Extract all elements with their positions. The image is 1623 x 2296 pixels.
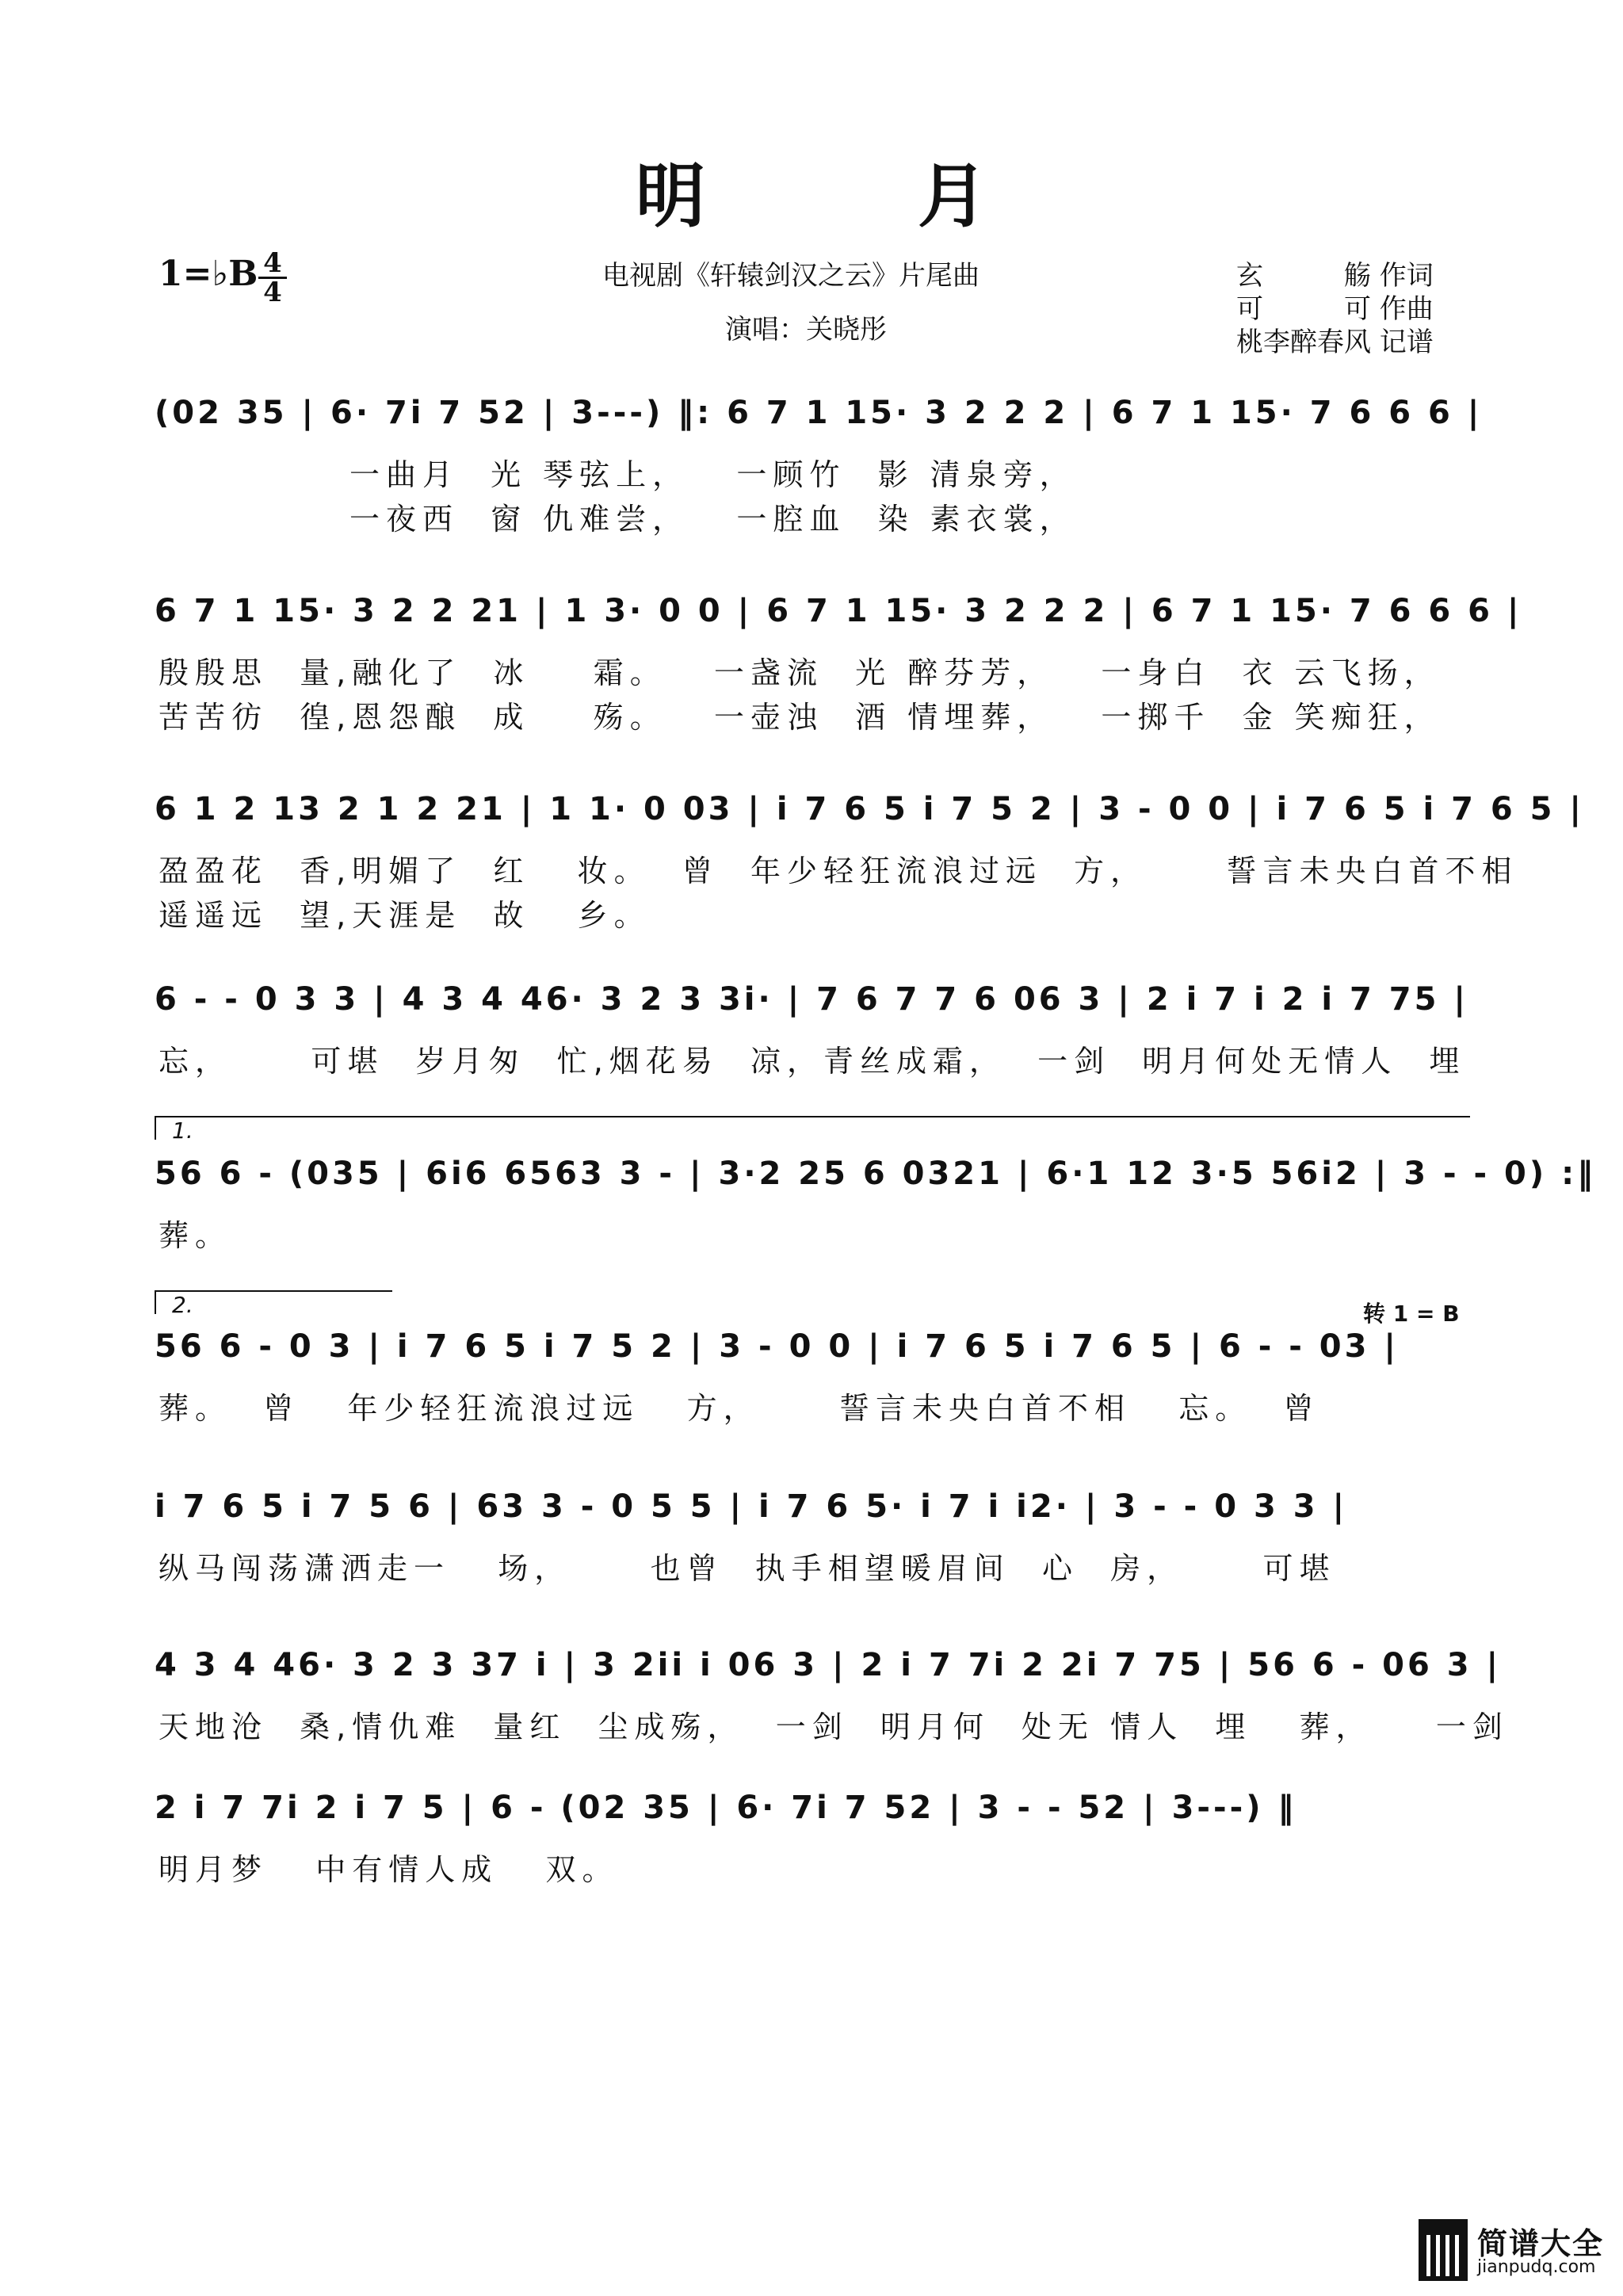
piano-keys-icon bbox=[1419, 2219, 1468, 2281]
notation-row-8: 4 3 4 46· 3 2 3 37 i | 3 2ii i 06 3 | 2 i 7 7i 2 2i 7 75 | 56 6 - 06 3 | bbox=[155, 1647, 1502, 1683]
lyric-row-4: 忘， 可堪 岁月匆 忙,烟花易 凉，青丝成霜， 一剑 明月何处无情人 埋 bbox=[158, 1044, 1466, 1079]
lyric-row-1a: 一曲月 光 琴弦上， 一顾竹 影 清泉旁， bbox=[158, 457, 1076, 492]
meter-bottom: 4 bbox=[263, 277, 282, 308]
lyric-row-9: 明月梦 中有情人成 双。 bbox=[158, 1852, 619, 1887]
time-signature bbox=[258, 247, 287, 308]
lyric-row-2a: 殷殷思 量,融化了 冰 霜。 一盏流 光 醉芬芳， 一身白 衣 云飞扬， bbox=[158, 655, 1441, 690]
lyric-row-5: 葬。 bbox=[158, 1218, 232, 1253]
page-title: 明 月 bbox=[635, 155, 1059, 237]
watermark-url: jianpudq.com bbox=[1477, 2257, 1596, 2277]
notation-row-3: 6 1 2 13 2 1 2 21 | 1 1· 0 03 | i 7 6 5 i 7 5 2 | 3 - 0 0 | i 7 6 5 i 7 6 5 | bbox=[155, 791, 1584, 827]
lyric-row-1b: 一夜西 窗 仇难尝， 一腔血 染 素衣裳， bbox=[158, 502, 1076, 537]
singer-credit: 演唱：关晓彤 bbox=[725, 314, 887, 346]
notation-row-2: 6 7 1 15· 3 2 2 21 | 1 3· 0 0 | 6 7 1 15· 3 2 2 2 | 6 7 1 15· 7 6 6 6 | bbox=[155, 593, 1522, 629]
key-signature: 1=♭B bbox=[158, 254, 258, 294]
transcriber-credit: 桃李醉春风 记谱 bbox=[1236, 327, 1434, 358]
notation-row-7: i 7 6 5 i 7 5 6 | 63 3 - 0 5 5 | i 7 6 5· i 7 i i2· | 3 - - 0 3 3 | bbox=[155, 1488, 1348, 1525]
lyric-row-7: 纵马闯荡潇洒走一 场， 也曾 执手相望暖眉间 心 房， 可堪 bbox=[158, 1551, 1336, 1586]
notation-row-9: 2 i 7 7i 2 i 7 5 | 6 - (02 35 | 6· 7i 7 52 | 3 - - 52 | 3---) ‖ bbox=[155, 1790, 1297, 1826]
second-ending-bracket: 2. bbox=[155, 1290, 392, 1314]
composer-credit: 可 可 作曲 bbox=[1236, 293, 1434, 325]
key-change: 转 1 = B bbox=[1363, 1301, 1460, 1327]
notation-row-5: 56 6 - (035 | 6i6 6563 3 - | 3·2 25 6 0321 | 6·1 12 3·5 56i2 | 3 - - 0) :‖ bbox=[155, 1156, 1597, 1192]
site-watermark bbox=[1419, 2219, 1609, 2283]
notation-row-4: 6 - - 0 3 3 | 4 3 4 46· 3 2 3 3i· | 7 6 7 7 6 06 3 | 2 i 7 i 2 i 7 75 | bbox=[155, 981, 1468, 1018]
meter-top: 4 bbox=[258, 250, 287, 279]
subtitle: 电视剧《轩辕剑汉之云》片尾曲 bbox=[602, 260, 980, 292]
lyric-row-6: 葬。 曾 年少轻狂流浪过远 方， 誓言未央白首不相 忘。 曾 bbox=[158, 1391, 1320, 1426]
lyric-row-3a: 盈盈花 香,明媚了 红 妆。 曾 年少轻狂流浪过远 方， 誓言未央白首不相 bbox=[158, 854, 1518, 888]
first-ending-bracket: 1. bbox=[155, 1116, 1470, 1140]
lyricist-credit: 玄 觞 作词 bbox=[1236, 260, 1434, 292]
notation-row-1: (02 35 | 6· 7i 7 52 | 3---) ‖: 6 7 1 15· 3 2 2 2 | 6 7 1 15· 7 6 6 6 | bbox=[155, 395, 1483, 431]
lyric-row-2b: 苦苦彷 徨,恩怨酿 成 殇。 一壶浊 酒 情埋葬， 一掷千 金 笑痴狂， bbox=[158, 700, 1441, 735]
watermark-name: 简谱大全 bbox=[1477, 2226, 1605, 2261]
lyric-row-8: 天地沧 桑,情仇难 量红 尘成殇， 一剑 明月何 处无 情人 埋 葬， 一剑 bbox=[158, 1710, 1509, 1744]
notation-row-6: 56 6 - 0 3 | i 7 6 5 i 7 5 2 | 3 - 0 0 | i 7 6 5 i 7 6 5 | 6 - - 03 | bbox=[155, 1328, 1399, 1365]
lyric-row-3b: 遥遥远 望,天涯是 故 乡。 bbox=[158, 898, 651, 933]
